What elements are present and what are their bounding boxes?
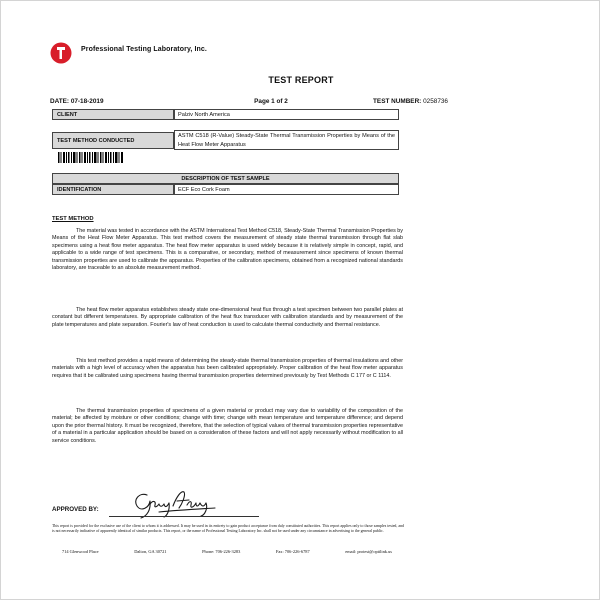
footer-city: Dalton, GA 30721 — [134, 549, 167, 554]
company-name: Professional Testing Laboratory, Inc. — [81, 46, 207, 53]
client-value: Palziv North America — [174, 109, 399, 120]
footer-phone: Phone: 706-226-3283 — [202, 549, 241, 554]
ptl-logo-icon — [50, 41, 72, 65]
disclaimer-text: This report is provided for the exclusive use of the client to whom it is addressed. It may be used in its entirety to gain product acceptance from duly constituted authorities. This report applies only to those samples tested, and is not necessarily indicative of apparently identical of similar products. This report, or the name of Professional Testing Laboratory Inc. shall not be used under any circumstance in advertising to the general public. — [52, 524, 404, 534]
paragraph-1: The material was tested in accordance with the ASTM International Test Method C518, Steady-State Thermal Transmission Properties by Means of the Heat Flow Meter Apparatus. This test method covers the measurement of steady state thermal transmission through flat slab specimens using a heat flow meter apparatus. The heat flow meter apparatus is used widely because it is relatively simple in concept, rapid, and applicable to a wide range of test specimens. This is a comparative, or secondary, method of measurement since specimens of known thermal transmission properties are used to calibrate the apparatus. Properties of the calibration specimens, obtained from a recognized national standards laboratory, are traceable to an absolute measurement method. — [52, 228, 403, 272]
test-number-label: TEST NUMBER: — [373, 98, 422, 105]
report-date: DATE: 07-18-2019 — [50, 98, 104, 105]
approved-by-label: APPROVED BY: — [52, 506, 99, 513]
signature-icon — [129, 486, 219, 520]
footer-address: 714 Glenwood Place — [62, 549, 99, 554]
barcode-icon — [58, 152, 124, 163]
page-number: Page 1 of 2 — [254, 98, 288, 105]
paragraph-4: The thermal transmission properties of specimens of a given material or product may vary due to variability of the composition of the material; be affected by moisture or other conditions; change with time; change with mean temperature and temperature difference; and depend upon the prior thermal history. It must be recognized, therefore, that the selection of typical values of thermal transmission properties representative of a material in a particular application should be based on a consideration of these factors and will not apply necessarily without modification to all service conditions. — [52, 408, 403, 444]
sample-description-header: DESCRIPTION OF TEST SAMPLE — [52, 173, 399, 184]
section-title: TEST METHOD — [52, 216, 94, 222]
footer-fax: Fax: 706-226-6787 — [275, 549, 310, 554]
paragraph-3: This test method provides a rapid means of determining the steady-state thermal transmission properties of thermal insulations and other materials with a high level of accuracy when the apparatus has been calibrated appropriately. Proper calibration of the heat flow meter apparatus requires that it be calibrated using specimens having thermal transmission properties determined previously by Test Methods C 177 or C 1114. — [52, 358, 403, 379]
footer-email: email: protest@optilink.us — [345, 549, 392, 554]
footer — [62, 549, 392, 554]
identification-value: ECF Eco Cork Foam — [174, 184, 399, 195]
signature-line — [109, 516, 259, 517]
identification-label: IDENTIFICATION — [52, 184, 174, 195]
client-label: CLIENT — [52, 109, 174, 120]
paragraph-2: The heat flow meter apparatus establishes steady state one-dimensional heat flux through a test specimen between two parallel plates at constant but different temperatures. By appropriate calibration of the heat flux transducer with calibration standards and by measurement of the plate temperatures and plate separation. Fourier's law of heat conduction is used to calculate thermal conductivity and thermal resistance. — [52, 307, 403, 328]
method-label: TEST METHOD CONDUCTED — [52, 132, 174, 149]
test-number — [373, 98, 448, 105]
method-value: ASTM C518 (R-Value) Steady-State Thermal Transmission Properties by Means of the Heat Flow Meter Apparatus — [174, 130, 399, 150]
test-number-value: 0258736 — [423, 98, 448, 105]
report-title: TEST REPORT — [268, 75, 334, 85]
